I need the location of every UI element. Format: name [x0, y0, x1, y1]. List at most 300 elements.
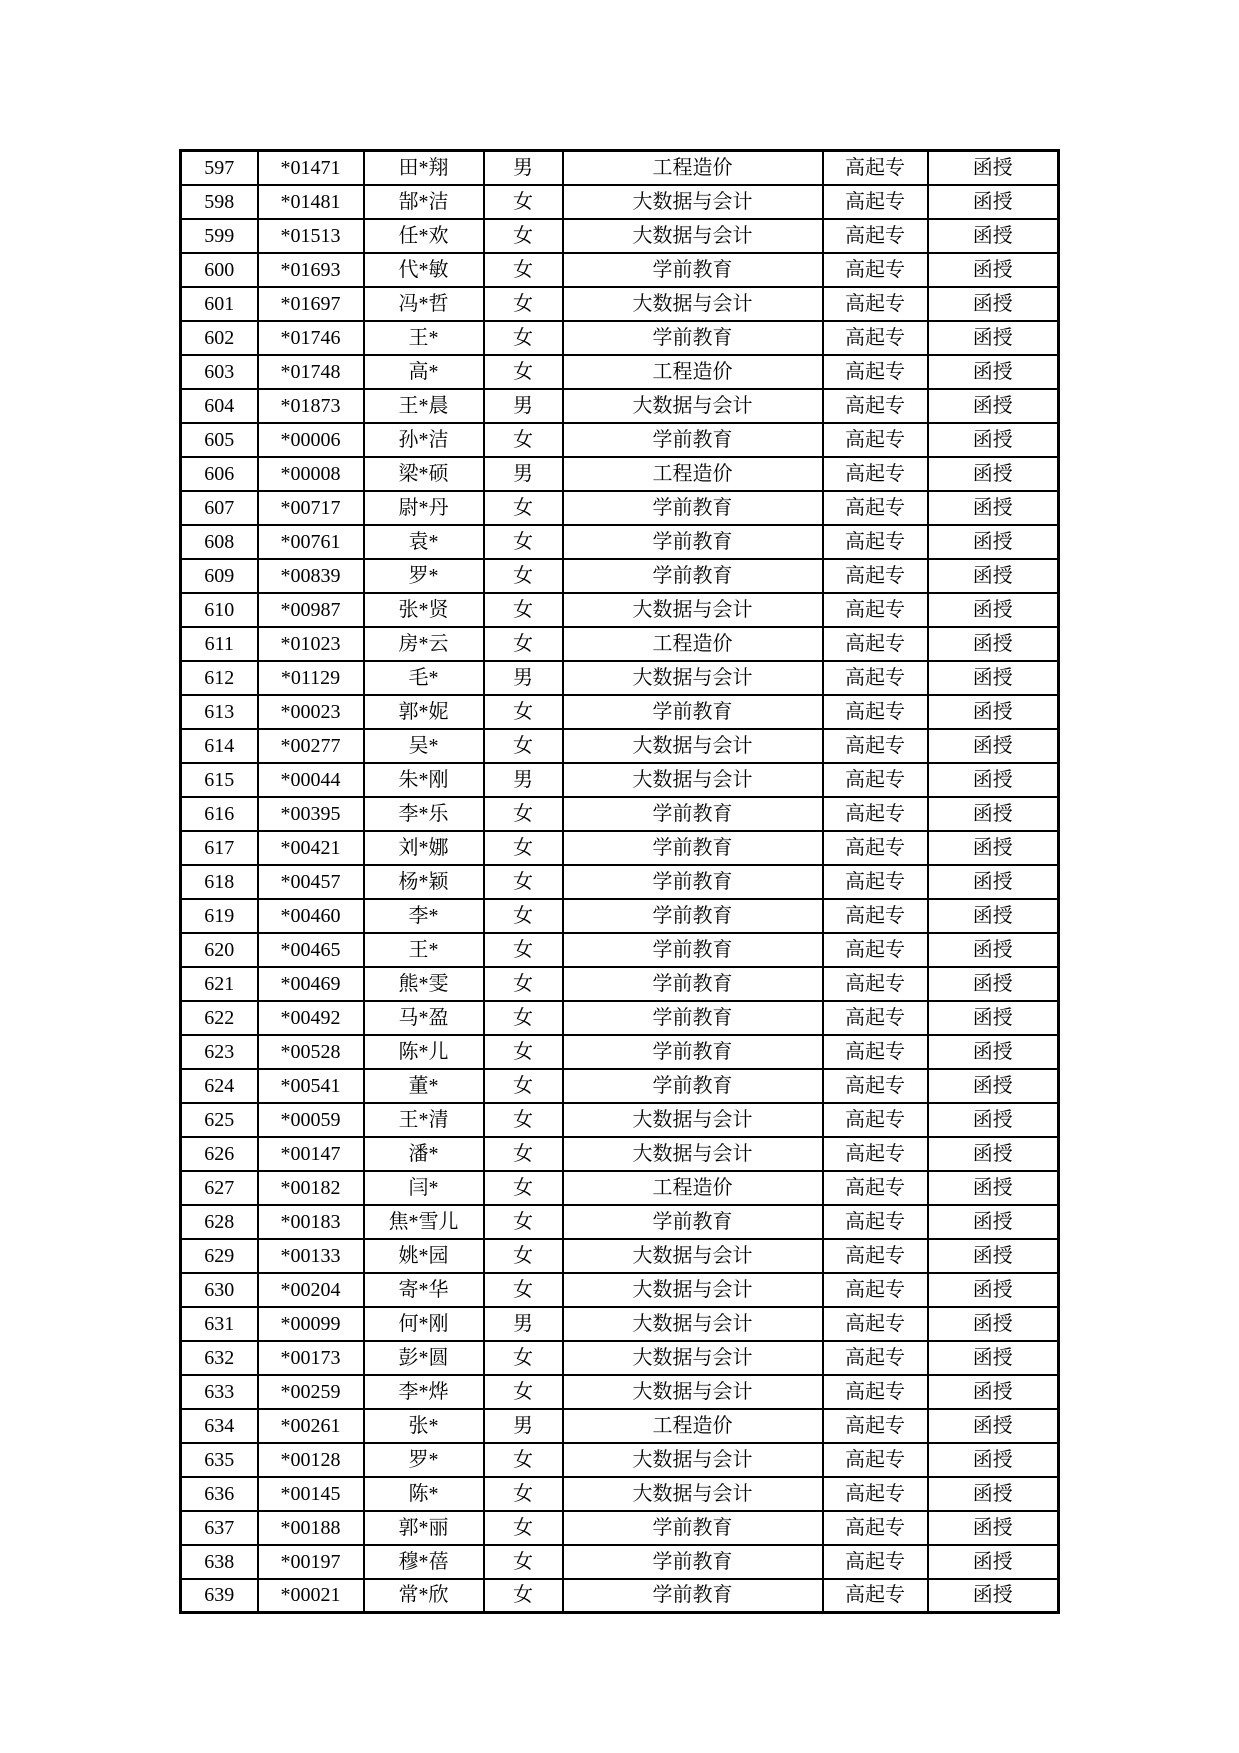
name-cell: 姚*园: [364, 1239, 484, 1273]
study-form-cell: 函授: [928, 151, 1059, 185]
exam-id-cell: *00259: [258, 1375, 364, 1409]
name-cell: 闫*: [364, 1171, 484, 1205]
study-form-cell: 函授: [928, 627, 1059, 661]
table-row: [181, 1001, 1059, 1035]
name-cell: 陈*: [364, 1477, 484, 1511]
serial-number-cell: 599: [181, 219, 258, 253]
level-cell: 高起专: [823, 1205, 928, 1239]
major-cell: 大数据与会计: [563, 661, 823, 695]
table-row: [181, 1307, 1059, 1341]
level-cell: 高起专: [823, 1137, 928, 1171]
name-cell: 高*: [364, 355, 484, 389]
major-cell: 大数据与会计: [563, 763, 823, 797]
table-row: [181, 1273, 1059, 1307]
name-cell: 潘*: [364, 1137, 484, 1171]
exam-id-cell: *00277: [258, 729, 364, 763]
gender-cell: 女: [484, 899, 563, 933]
level-cell: 高起专: [823, 593, 928, 627]
name-cell: 王*: [364, 933, 484, 967]
gender-cell: 女: [484, 253, 563, 287]
study-form-cell: 函授: [928, 253, 1059, 287]
name-cell: 冯*哲: [364, 287, 484, 321]
name-cell: 毛*: [364, 661, 484, 695]
gender-cell: 男: [484, 457, 563, 491]
serial-number-cell: 612: [181, 661, 258, 695]
level-cell: 高起专: [823, 1511, 928, 1545]
exam-id-cell: *01697: [258, 287, 364, 321]
level-cell: 高起专: [823, 525, 928, 559]
gender-cell: 男: [484, 763, 563, 797]
exam-id-cell: *00145: [258, 1477, 364, 1511]
major-cell: 学前教育: [563, 1545, 823, 1579]
serial-number-cell: 604: [181, 389, 258, 423]
serial-number-cell: 638: [181, 1545, 258, 1579]
name-cell: 田*翔: [364, 151, 484, 185]
gender-cell: 男: [484, 151, 563, 185]
table-row: [181, 151, 1059, 185]
name-cell: 袁*: [364, 525, 484, 559]
level-cell: 高起专: [823, 763, 928, 797]
major-cell: 大数据与会计: [563, 1307, 823, 1341]
exam-id-cell: *01873: [258, 389, 364, 423]
exam-id-cell: *01693: [258, 253, 364, 287]
serial-number-cell: 613: [181, 695, 258, 729]
serial-number-cell: 620: [181, 933, 258, 967]
serial-number-cell: 624: [181, 1069, 258, 1103]
study-form-cell: 函授: [928, 967, 1059, 1001]
name-cell: 陈*儿: [364, 1035, 484, 1069]
level-cell: 高起专: [823, 831, 928, 865]
table-row: [181, 1171, 1059, 1205]
name-cell: 刘*娜: [364, 831, 484, 865]
table-row: [181, 559, 1059, 593]
major-cell: 学前教育: [563, 1579, 823, 1613]
serial-number-cell: 634: [181, 1409, 258, 1443]
level-cell: 高起专: [823, 185, 928, 219]
major-cell: 工程造价: [563, 355, 823, 389]
serial-number-cell: 603: [181, 355, 258, 389]
serial-number-cell: 619: [181, 899, 258, 933]
level-cell: 高起专: [823, 695, 928, 729]
gender-cell: 女: [484, 1137, 563, 1171]
table-row: [181, 1477, 1059, 1511]
name-cell: 常*欣: [364, 1579, 484, 1613]
exam-id-cell: *00528: [258, 1035, 364, 1069]
exam-id-cell: *00395: [258, 797, 364, 831]
major-cell: 大数据与会计: [563, 1273, 823, 1307]
study-form-cell: 函授: [928, 1307, 1059, 1341]
major-cell: 大数据与会计: [563, 1477, 823, 1511]
major-cell: 学前教育: [563, 253, 823, 287]
serial-number-cell: 608: [181, 525, 258, 559]
name-cell: 寄*华: [364, 1273, 484, 1307]
major-cell: 大数据与会计: [563, 1375, 823, 1409]
serial-number-cell: 627: [181, 1171, 258, 1205]
table-row: [181, 1035, 1059, 1069]
name-cell: 郭*丽: [364, 1511, 484, 1545]
gender-cell: 女: [484, 1375, 563, 1409]
table-row: [181, 593, 1059, 627]
name-cell: 郭*妮: [364, 695, 484, 729]
gender-cell: 男: [484, 389, 563, 423]
table-row: [181, 253, 1059, 287]
name-cell: 董*: [364, 1069, 484, 1103]
study-form-cell: 函授: [928, 933, 1059, 967]
major-cell: 学前教育: [563, 491, 823, 525]
gender-cell: 女: [484, 1001, 563, 1035]
level-cell: 高起专: [823, 627, 928, 661]
exam-id-cell: *00541: [258, 1069, 364, 1103]
table-row: [181, 525, 1059, 559]
gender-cell: 女: [484, 219, 563, 253]
serial-number-cell: 609: [181, 559, 258, 593]
table-row: [181, 1511, 1059, 1545]
table-row: [181, 763, 1059, 797]
gender-cell: 女: [484, 627, 563, 661]
exam-id-cell: *01023: [258, 627, 364, 661]
serial-number-cell: 617: [181, 831, 258, 865]
serial-number-cell: 623: [181, 1035, 258, 1069]
major-cell: 大数据与会计: [563, 593, 823, 627]
study-form-cell: 函授: [928, 1409, 1059, 1443]
exam-id-cell: *01513: [258, 219, 364, 253]
exam-id-cell: *00008: [258, 457, 364, 491]
level-cell: 高起专: [823, 899, 928, 933]
major-cell: 工程造价: [563, 151, 823, 185]
study-form-cell: 函授: [928, 1001, 1059, 1035]
gender-cell: 女: [484, 1341, 563, 1375]
student-list-table-body: [181, 151, 1059, 1613]
major-cell: 学前教育: [563, 1511, 823, 1545]
gender-cell: 男: [484, 1409, 563, 1443]
serial-number-cell: 635: [181, 1443, 258, 1477]
serial-number-cell: 633: [181, 1375, 258, 1409]
level-cell: 高起专: [823, 1443, 928, 1477]
exam-id-cell: *00059: [258, 1103, 364, 1137]
table-row: [181, 355, 1059, 389]
study-form-cell: 函授: [928, 287, 1059, 321]
major-cell: 学前教育: [563, 695, 823, 729]
name-cell: 王*: [364, 321, 484, 355]
level-cell: 高起专: [823, 457, 928, 491]
name-cell: 马*盈: [364, 1001, 484, 1035]
major-cell: 工程造价: [563, 627, 823, 661]
serial-number-cell: 632: [181, 1341, 258, 1375]
serial-number-cell: 630: [181, 1273, 258, 1307]
table-row: [181, 287, 1059, 321]
study-form-cell: 函授: [928, 219, 1059, 253]
study-form-cell: 函授: [928, 1035, 1059, 1069]
exam-id-cell: *00761: [258, 525, 364, 559]
study-form-cell: 函授: [928, 831, 1059, 865]
name-cell: 罗*: [364, 559, 484, 593]
table-row: [181, 185, 1059, 219]
level-cell: 高起专: [823, 1171, 928, 1205]
level-cell: 高起专: [823, 1307, 928, 1341]
level-cell: 高起专: [823, 1035, 928, 1069]
serial-number-cell: 606: [181, 457, 258, 491]
major-cell: 大数据与会计: [563, 287, 823, 321]
major-cell: 大数据与会计: [563, 389, 823, 423]
level-cell: 高起专: [823, 423, 928, 457]
exam-id-cell: *01471: [258, 151, 364, 185]
name-cell: 焦*雪儿: [364, 1205, 484, 1239]
exam-id-cell: *00006: [258, 423, 364, 457]
table-row: [181, 865, 1059, 899]
exam-id-cell: *00147: [258, 1137, 364, 1171]
study-form-cell: 函授: [928, 491, 1059, 525]
gender-cell: 女: [484, 967, 563, 1001]
level-cell: 高起专: [823, 1477, 928, 1511]
study-form-cell: 函授: [928, 695, 1059, 729]
serial-number-cell: 625: [181, 1103, 258, 1137]
study-form-cell: 函授: [928, 1443, 1059, 1477]
level-cell: 高起专: [823, 389, 928, 423]
level-cell: 高起专: [823, 253, 928, 287]
table-row: [181, 933, 1059, 967]
gender-cell: 女: [484, 933, 563, 967]
exam-id-cell: *00987: [258, 593, 364, 627]
major-cell: 学前教育: [563, 525, 823, 559]
table-row: [181, 797, 1059, 831]
table-row: [181, 1239, 1059, 1273]
level-cell: 高起专: [823, 1069, 928, 1103]
name-cell: 杨*颖: [364, 865, 484, 899]
gender-cell: 女: [484, 1035, 563, 1069]
study-form-cell: 函授: [928, 1375, 1059, 1409]
study-form-cell: 函授: [928, 729, 1059, 763]
exam-id-cell: *00261: [258, 1409, 364, 1443]
name-cell: 代*敏: [364, 253, 484, 287]
name-cell: 李*: [364, 899, 484, 933]
serial-number-cell: 616: [181, 797, 258, 831]
name-cell: 郜*洁: [364, 185, 484, 219]
study-form-cell: 函授: [928, 1205, 1059, 1239]
gender-cell: 女: [484, 865, 563, 899]
study-form-cell: 函授: [928, 525, 1059, 559]
serial-number-cell: 628: [181, 1205, 258, 1239]
level-cell: 高起专: [823, 1103, 928, 1137]
study-form-cell: 函授: [928, 797, 1059, 831]
study-form-cell: 函授: [928, 423, 1059, 457]
serial-number-cell: 615: [181, 763, 258, 797]
exam-id-cell: *00839: [258, 559, 364, 593]
table-row: [181, 389, 1059, 423]
serial-number-cell: 597: [181, 151, 258, 185]
table-row: [181, 491, 1059, 525]
gender-cell: 女: [484, 1103, 563, 1137]
level-cell: 高起专: [823, 1341, 928, 1375]
serial-number-cell: 601: [181, 287, 258, 321]
gender-cell: 女: [484, 287, 563, 321]
student-list-table: [179, 149, 1060, 1614]
level-cell: 高起专: [823, 1273, 928, 1307]
exam-id-cell: *00469: [258, 967, 364, 1001]
exam-id-cell: *00044: [258, 763, 364, 797]
study-form-cell: 函授: [928, 1273, 1059, 1307]
serial-number-cell: 611: [181, 627, 258, 661]
gender-cell: 女: [484, 1545, 563, 1579]
level-cell: 高起专: [823, 559, 928, 593]
exam-id-cell: *01748: [258, 355, 364, 389]
table-row: [181, 219, 1059, 253]
major-cell: 大数据与会计: [563, 729, 823, 763]
gender-cell: 女: [484, 355, 563, 389]
name-cell: 房*云: [364, 627, 484, 661]
major-cell: 大数据与会计: [563, 1239, 823, 1273]
level-cell: 高起专: [823, 321, 928, 355]
study-form-cell: 函授: [928, 185, 1059, 219]
exam-id-cell: *01746: [258, 321, 364, 355]
study-form-cell: 函授: [928, 355, 1059, 389]
study-form-cell: 函授: [928, 1511, 1059, 1545]
serial-number-cell: 605: [181, 423, 258, 457]
exam-id-cell: *00128: [258, 1443, 364, 1477]
major-cell: 大数据与会计: [563, 219, 823, 253]
study-form-cell: 函授: [928, 559, 1059, 593]
major-cell: 学前教育: [563, 831, 823, 865]
gender-cell: 女: [484, 1239, 563, 1273]
gender-cell: 女: [484, 729, 563, 763]
major-cell: 学前教育: [563, 865, 823, 899]
serial-number-cell: 631: [181, 1307, 258, 1341]
exam-id-cell: *00421: [258, 831, 364, 865]
gender-cell: 女: [484, 797, 563, 831]
level-cell: 高起专: [823, 933, 928, 967]
gender-cell: 女: [484, 831, 563, 865]
serial-number-cell: 626: [181, 1137, 258, 1171]
level-cell: 高起专: [823, 1239, 928, 1273]
name-cell: 梁*硕: [364, 457, 484, 491]
table-row: [181, 831, 1059, 865]
gender-cell: 女: [484, 491, 563, 525]
level-cell: 高起专: [823, 355, 928, 389]
serial-number-cell: 621: [181, 967, 258, 1001]
gender-cell: 女: [484, 1273, 563, 1307]
level-cell: 高起专: [823, 491, 928, 525]
table-row: [181, 695, 1059, 729]
major-cell: 大数据与会计: [563, 1103, 823, 1137]
gender-cell: 女: [484, 1443, 563, 1477]
gender-cell: 女: [484, 1205, 563, 1239]
name-cell: 罗*: [364, 1443, 484, 1477]
level-cell: 高起专: [823, 967, 928, 1001]
serial-number-cell: 618: [181, 865, 258, 899]
study-form-cell: 函授: [928, 321, 1059, 355]
table-row: [181, 1375, 1059, 1409]
level-cell: 高起专: [823, 865, 928, 899]
study-form-cell: 函授: [928, 661, 1059, 695]
serial-number-cell: 610: [181, 593, 258, 627]
major-cell: 工程造价: [563, 1409, 823, 1443]
exam-id-cell: *01129: [258, 661, 364, 695]
gender-cell: 女: [484, 559, 563, 593]
study-form-cell: 函授: [928, 593, 1059, 627]
exam-id-cell: *00717: [258, 491, 364, 525]
table-row: [181, 1443, 1059, 1477]
study-form-cell: 函授: [928, 1545, 1059, 1579]
table-row: [181, 1205, 1059, 1239]
major-cell: 学前教育: [563, 559, 823, 593]
table-row: [181, 321, 1059, 355]
exam-id-cell: *00173: [258, 1341, 364, 1375]
level-cell: 高起专: [823, 1001, 928, 1035]
gender-cell: 女: [484, 695, 563, 729]
table-row: [181, 899, 1059, 933]
study-form-cell: 函授: [928, 1477, 1059, 1511]
serial-number-cell: 636: [181, 1477, 258, 1511]
name-cell: 王*清: [364, 1103, 484, 1137]
major-cell: 学前教育: [563, 321, 823, 355]
major-cell: 学前教育: [563, 967, 823, 1001]
serial-number-cell: 600: [181, 253, 258, 287]
table-row: [181, 423, 1059, 457]
level-cell: 高起专: [823, 729, 928, 763]
major-cell: 大数据与会计: [563, 1137, 823, 1171]
exam-id-cell: *00133: [258, 1239, 364, 1273]
name-cell: 熊*雯: [364, 967, 484, 1001]
gender-cell: 女: [484, 1069, 563, 1103]
exam-id-cell: *00099: [258, 1307, 364, 1341]
major-cell: 大数据与会计: [563, 1341, 823, 1375]
table-row: [181, 1341, 1059, 1375]
table-row: [181, 661, 1059, 695]
level-cell: 高起专: [823, 797, 928, 831]
level-cell: 高起专: [823, 1579, 928, 1613]
level-cell: 高起专: [823, 1409, 928, 1443]
table-row: [181, 1409, 1059, 1443]
gender-cell: 女: [484, 1171, 563, 1205]
gender-cell: 女: [484, 423, 563, 457]
name-cell: 任*欢: [364, 219, 484, 253]
serial-number-cell: 614: [181, 729, 258, 763]
major-cell: 工程造价: [563, 457, 823, 491]
exam-id-cell: *00465: [258, 933, 364, 967]
serial-number-cell: 629: [181, 1239, 258, 1273]
major-cell: 大数据与会计: [563, 185, 823, 219]
major-cell: 学前教育: [563, 899, 823, 933]
table-row: [181, 1579, 1059, 1613]
exam-id-cell: *00182: [258, 1171, 364, 1205]
exam-id-cell: *00188: [258, 1511, 364, 1545]
name-cell: 张*: [364, 1409, 484, 1443]
name-cell: 朱*刚: [364, 763, 484, 797]
exam-id-cell: *00204: [258, 1273, 364, 1307]
study-form-cell: 函授: [928, 389, 1059, 423]
gender-cell: 女: [484, 593, 563, 627]
major-cell: 学前教育: [563, 423, 823, 457]
exam-id-cell: *00460: [258, 899, 364, 933]
gender-cell: 女: [484, 1511, 563, 1545]
study-form-cell: 函授: [928, 865, 1059, 899]
gender-cell: 女: [484, 1477, 563, 1511]
level-cell: 高起专: [823, 151, 928, 185]
name-cell: 李*乐: [364, 797, 484, 831]
exam-id-cell: *00457: [258, 865, 364, 899]
gender-cell: 女: [484, 1579, 563, 1613]
gender-cell: 女: [484, 525, 563, 559]
table-row: [181, 1069, 1059, 1103]
level-cell: 高起专: [823, 1545, 928, 1579]
level-cell: 高起专: [823, 219, 928, 253]
serial-number-cell: 639: [181, 1579, 258, 1613]
exam-id-cell: *00023: [258, 695, 364, 729]
study-form-cell: 函授: [928, 1171, 1059, 1205]
name-cell: 彭*圆: [364, 1341, 484, 1375]
level-cell: 高起专: [823, 661, 928, 695]
major-cell: 大数据与会计: [563, 1443, 823, 1477]
major-cell: 学前教育: [563, 933, 823, 967]
